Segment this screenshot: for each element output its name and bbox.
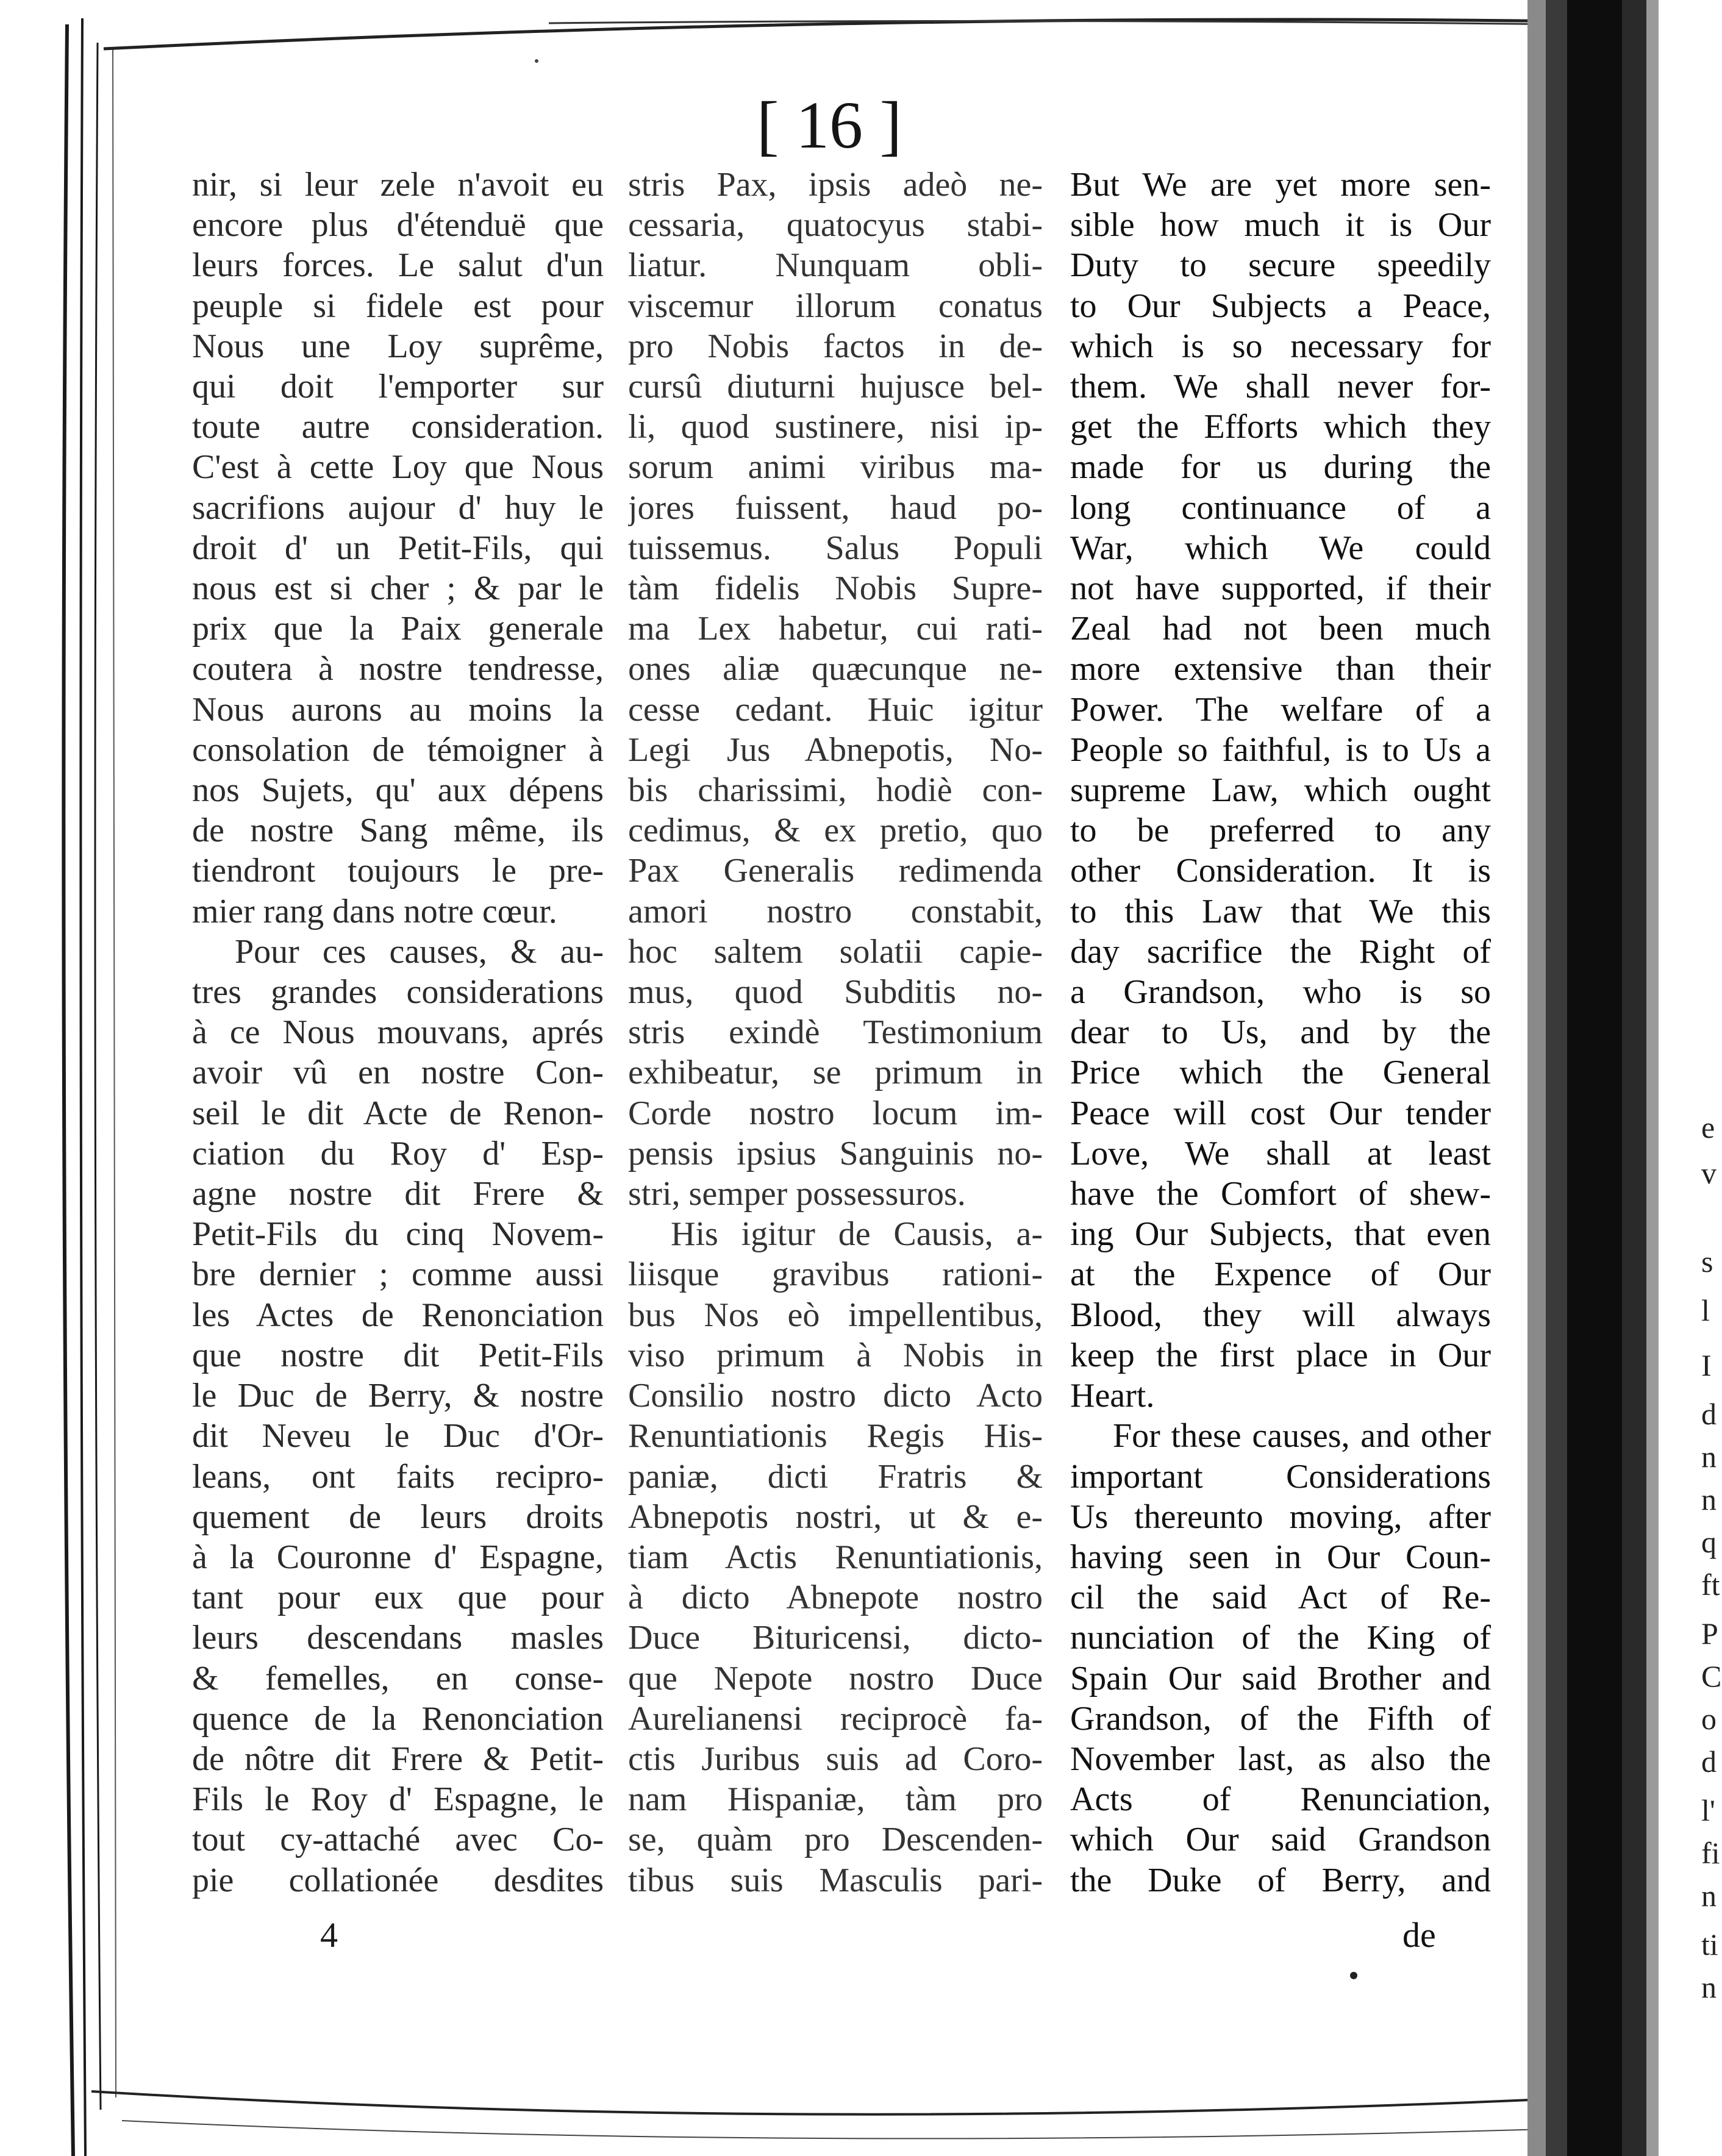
latin-text-line: Pax Generalis redimenda xyxy=(628,852,1043,890)
french-text-line: quence de la Renonciation xyxy=(192,1699,604,1738)
latin-text-line: cedimus, & ex pretio, quo xyxy=(628,812,1043,850)
latin-text-line: liatur. Nunquam obli- xyxy=(628,246,1043,285)
french-text-line: leans, ont faits recipro- xyxy=(192,1457,604,1496)
french-text-line: sacrifions aujour d' huy le xyxy=(192,488,604,527)
english-text-line: Us thereunto moving, after xyxy=(1070,1497,1491,1536)
french-text-line: prix que la Paix generale xyxy=(192,610,604,648)
facing-page-glyph: l xyxy=(1701,1293,1710,1327)
french-text-line: qui doit l'emporter sur xyxy=(192,368,604,406)
english-text-line: Grandson, of the Fifth of xyxy=(1070,1699,1491,1738)
latin-text-line: mus, quod Subditis no- xyxy=(628,973,1043,1012)
english-text-line: Zeal had not been much xyxy=(1070,610,1491,648)
english-text-line: long continuance of a xyxy=(1070,488,1491,527)
french-text-line: nos Sujets, qu' aux dépens xyxy=(192,771,604,810)
latin-text-line: His igitur de Causis, a- xyxy=(671,1215,1043,1254)
facing-page-glyph: C xyxy=(1701,1659,1722,1693)
english-text-line: Spain Our said Brother and xyxy=(1070,1659,1491,1697)
french-text-line: Nous une Loy suprême, xyxy=(192,327,604,365)
latin-text-column xyxy=(628,165,1043,1902)
latin-text-line: bis charissimi, hodiè con- xyxy=(628,771,1043,810)
french-text-line: droit d' un Petit-Fils, qui xyxy=(192,529,604,567)
catchword: de xyxy=(1402,1915,1436,1955)
french-text-line: mier rang dans notre cœur. xyxy=(192,892,557,930)
latin-text-line: que Nepote nostro Duce xyxy=(628,1659,1043,1697)
latin-text-line: sorum animi viribus ma- xyxy=(628,448,1043,487)
french-text-line: encore plus d'étenduë que xyxy=(192,206,604,245)
french-text-line: pie collationée desdites xyxy=(192,1861,604,1899)
latin-text-line: cessaria, quatocyus stabi- xyxy=(628,206,1043,245)
french-text-line: tant pour eux que pour xyxy=(192,1579,604,1617)
french-text-line: quement de leurs droits xyxy=(192,1497,604,1536)
french-text-line: Pour ces causes, & au- xyxy=(235,932,604,971)
latin-text-line: à dicto Abnepote nostro xyxy=(628,1579,1043,1617)
french-text-line: leurs forces. Le salut d'un xyxy=(192,246,604,285)
latin-text-line: exhibeatur, se primum in xyxy=(628,1054,1043,1092)
english-text-line: important Considerations xyxy=(1070,1457,1491,1496)
english-text-line: having seen in Our Coun- xyxy=(1070,1538,1491,1576)
english-text-line: keep the first place in Our xyxy=(1070,1336,1491,1374)
english-text-line: to this Law that We this xyxy=(1070,892,1491,930)
french-text-line: peuple si fidele est pour xyxy=(192,287,604,325)
english-text-line: Blood, they will always xyxy=(1070,1296,1491,1334)
english-text-line: Peace will cost Our tender xyxy=(1070,1094,1491,1132)
english-text-line: Heart. xyxy=(1070,1377,1155,1415)
latin-text-line: Corde nostro locum im- xyxy=(628,1094,1043,1132)
latin-text-line: viscemur illorum conatus xyxy=(628,287,1043,325)
french-text-line: tout cy-attaché avec Co- xyxy=(192,1821,604,1859)
english-text-line: more extensive than their xyxy=(1070,650,1491,688)
facing-page-glyph: s xyxy=(1701,1244,1713,1279)
french-text-line: consolation de témoigner à xyxy=(192,730,604,769)
french-text-line: les Actes de Renonciation xyxy=(192,1296,604,1334)
gutter-shadow xyxy=(1561,0,1622,2156)
latin-text-line: tuissemus. Salus Populi xyxy=(628,529,1043,567)
english-text-line: For these causes, and other xyxy=(1113,1417,1491,1455)
facing-page-glyph: P xyxy=(1701,1616,1718,1651)
english-text-line: War, which We could xyxy=(1070,529,1491,567)
english-text-line: supreme Law, which ought xyxy=(1070,771,1491,810)
latin-text-line: pro Nobis factos in de- xyxy=(628,327,1043,365)
latin-text-line: ones aliæ quæcunque ne- xyxy=(628,650,1043,688)
facing-page-glyph: fi xyxy=(1701,1836,1720,1870)
french-text-line: leurs descendans masles xyxy=(192,1619,604,1657)
latin-text-line: stri, semper possessuros. xyxy=(628,1175,966,1213)
english-text-line: to Our Subjects a Peace, xyxy=(1070,287,1491,325)
facing-page-glyph: n xyxy=(1701,1970,1717,2004)
french-text-line: Petit-Fils du cinq Novem- xyxy=(192,1215,604,1254)
facing-page-glyph: ft xyxy=(1701,1568,1720,1602)
english-text-line: Power. The welfare of a xyxy=(1070,690,1491,729)
english-text-line: Duty to secure speedily xyxy=(1070,246,1491,285)
latin-text-line: bus Nos eò impellentibus, xyxy=(628,1296,1043,1334)
latin-text-line: tibus suis Masculis pari- xyxy=(628,1861,1043,1899)
latin-text-line: nam Hispaniæ, tàm pro xyxy=(628,1780,1043,1819)
french-text-line: nous est si cher ; & par le xyxy=(192,569,604,608)
english-text-line: get the Efforts which they xyxy=(1070,408,1491,446)
english-text-line: dear to Us, and by the xyxy=(1070,1013,1491,1052)
french-text-line: seil le dit Acte de Renon- xyxy=(192,1094,604,1132)
french-text-line: de nôtre dit Frere & Petit- xyxy=(192,1740,604,1778)
english-text-line: them. We shall never for- xyxy=(1070,368,1491,406)
facing-page-glyph: v xyxy=(1701,1156,1717,1190)
english-text-line: November last, as also the xyxy=(1070,1740,1491,1778)
latin-text-line: paniæ, dicti Fratris & xyxy=(628,1457,1043,1496)
english-text-line: the Duke of Berry, and xyxy=(1070,1861,1491,1899)
latin-text-line: li, quod sustinere, nisi ip- xyxy=(628,408,1043,446)
french-text-line: Fils le Roy d' Espagne, le xyxy=(192,1780,604,1819)
latin-text-line: tàm fidelis Nobis Supre- xyxy=(628,569,1043,608)
english-text-line: sible how much it is Our xyxy=(1070,206,1491,245)
english-text-line: People so faithful, is to Us a xyxy=(1070,730,1491,769)
french-text-line: le Duc de Berry, & nostre xyxy=(192,1377,604,1415)
latin-text-line: cesse cedant. Huic igitur xyxy=(628,690,1043,729)
french-text-line: à ce Nous mouvans, aprés xyxy=(192,1013,604,1052)
english-text-line: to be preferred to any xyxy=(1070,812,1491,850)
french-text-line: coutera à nostre tendresse, xyxy=(192,650,604,688)
latin-text-line: Renuntiationis Regis His- xyxy=(628,1417,1043,1455)
french-text-line: Nous aurons au moins la xyxy=(192,690,604,729)
latin-text-line: jores fuissent, haud po- xyxy=(628,488,1043,527)
french-text-line: dit Neveu le Duc d'Or- xyxy=(192,1417,604,1455)
signature-mark: 4 xyxy=(320,1915,338,1955)
english-text-line: have the Comfort of shew- xyxy=(1070,1175,1491,1213)
english-text-line: a Grandson, who is so xyxy=(1070,973,1491,1012)
facing-page-glyph: q xyxy=(1701,1525,1717,1559)
latin-text-line: tiam Actis Renuntiationis, xyxy=(628,1538,1043,1576)
latin-text-line: Consilio nostro dicto Acto xyxy=(628,1377,1043,1415)
latin-text-line: Aurelianensi reciprocè fa- xyxy=(628,1699,1043,1738)
french-text-line: ciation du Roy d' Esp- xyxy=(192,1134,604,1173)
latin-text-line: ctis Juribus suis ad Coro- xyxy=(628,1740,1043,1778)
english-text-line: made for us during the xyxy=(1070,448,1491,487)
english-text-line: Love, We shall at least xyxy=(1070,1134,1491,1173)
facing-page-glyph: o xyxy=(1701,1702,1717,1736)
page-number: [ 16 ] xyxy=(756,88,902,162)
latin-text-line: Abnepotis nostri, ut & e- xyxy=(628,1497,1043,1536)
english-text-column xyxy=(1070,165,1491,1902)
latin-text-line: pensis ipsius Sanguinis no- xyxy=(628,1134,1043,1173)
facing-page-glyph: d xyxy=(1701,1397,1717,1431)
french-text-line: de nostre Sang même, ils xyxy=(192,812,604,850)
latin-text-line: ma Lex habetur, cui rati- xyxy=(628,610,1043,648)
english-text-line: ing Our Subjects, that even xyxy=(1070,1215,1491,1254)
french-text-line: tres grandes considerations xyxy=(192,973,604,1012)
facing-page-glyph: n xyxy=(1701,1879,1717,1913)
latin-text-line: amori nostro constabit, xyxy=(628,892,1043,930)
facing-page-glyph: e xyxy=(1701,1110,1715,1144)
french-text-line xyxy=(192,1901,604,1902)
french-text-line: tiendront toujours le pre- xyxy=(192,852,604,890)
english-text-line: Price which the General xyxy=(1070,1054,1491,1092)
facing-page-glyph: ti xyxy=(1701,1927,1718,1961)
french-text-line: C'est à cette Loy que Nous xyxy=(192,448,604,487)
facing-page-glyph: n xyxy=(1701,1440,1717,1474)
french-text-line: nir, si leur zele n'avoit eu xyxy=(192,166,604,204)
english-text-line: nunciation of the King of xyxy=(1070,1619,1491,1657)
latin-text-line: liisque gravibus rationi- xyxy=(628,1255,1043,1294)
latin-text-line: cursû diuturni hujusce bel- xyxy=(628,368,1043,406)
english-text-line: which is so necessary for xyxy=(1070,327,1491,365)
french-text-line: agne nostre dit Frere & xyxy=(192,1175,604,1213)
french-text-column xyxy=(192,165,604,1902)
english-text-line: But We are yet more sen- xyxy=(1070,166,1491,204)
french-text-line: bre dernier ; comme aussi xyxy=(192,1255,604,1294)
latin-text-line: stris exindè Testimonium xyxy=(628,1013,1043,1052)
latin-text-line: stris Pax, ipsis adeò ne- xyxy=(628,166,1043,204)
english-text-line: cil the said Act of Re- xyxy=(1070,1579,1491,1617)
english-text-line: at the Expence of Our xyxy=(1070,1255,1491,1294)
french-text-line: toute autre consideration. xyxy=(192,408,604,446)
english-text-line: not have supported, if their xyxy=(1070,569,1491,608)
latin-text-line: se, quàm pro Descenden- xyxy=(628,1821,1043,1859)
latin-text-line: hoc saltem solatii capie- xyxy=(628,932,1043,971)
facing-page-glyph: l' xyxy=(1701,1793,1715,1827)
latin-text-line: Duce Bituricensi, dicto- xyxy=(628,1619,1043,1657)
english-text-line: day sacrifice the Right of xyxy=(1070,932,1491,971)
latin-text-line: viso primum à Nobis in xyxy=(628,1336,1043,1374)
facing-page-glyph: n xyxy=(1701,1482,1717,1516)
english-text-line xyxy=(1070,1901,1491,1902)
french-text-line: à la Couronne d' Espagne, xyxy=(192,1538,604,1576)
french-text-line: avoir vû en nostre Con- xyxy=(192,1054,604,1092)
english-text-line: other Consideration. It is xyxy=(1070,852,1491,890)
french-text-line: que nostre dit Petit-Fils xyxy=(192,1336,604,1374)
english-text-line: which Our said Grandson xyxy=(1070,1821,1491,1859)
facing-page-glyph: I xyxy=(1701,1348,1712,1382)
latin-text-line xyxy=(628,1901,1043,1902)
french-text-line: & femelles, en conse- xyxy=(192,1659,604,1697)
latin-text-line: Legi Jus Abnepotis, No- xyxy=(628,730,1043,769)
facing-page-glyph: d xyxy=(1701,1744,1717,1779)
english-text-line: Acts of Renunciation, xyxy=(1070,1780,1491,1819)
